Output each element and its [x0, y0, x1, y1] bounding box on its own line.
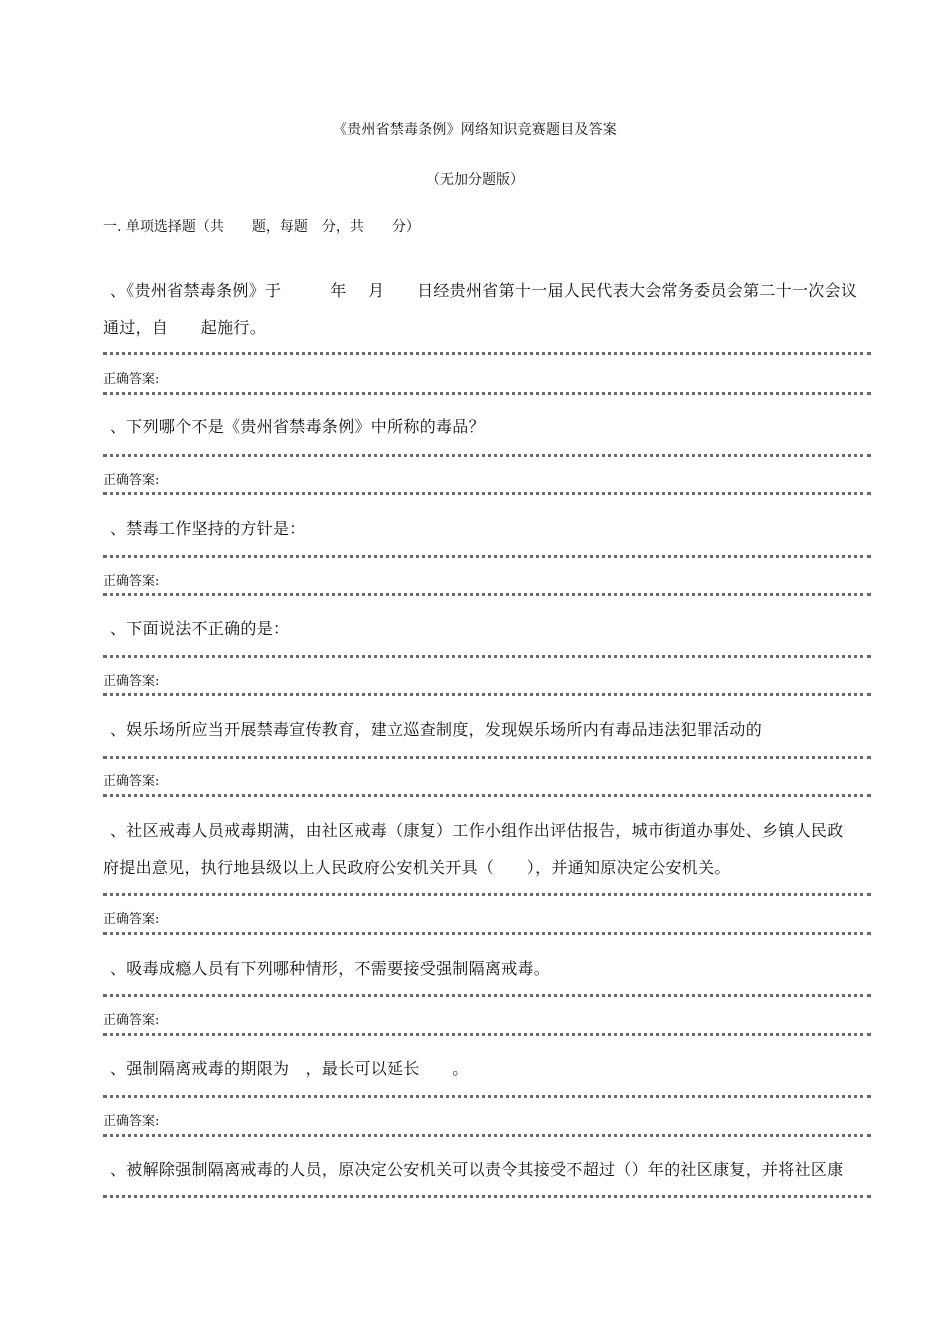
divider	[103, 1095, 871, 1098]
question-1-line-1: 、《贵州省禁毒条例》于 年 月 日经贵州省第十一届人民代表大会常务委员会第二十一次会议	[110, 281, 858, 300]
question-5: 、娱乐场所应当开展禁毒宣传教育，建立巡查制度，发现娱乐场所内有毒品违法犯罪活动的	[110, 720, 763, 739]
answer-label-4: 正确答案:	[103, 674, 160, 689]
divider	[103, 693, 871, 696]
document-subtitle: （无加分题版）	[426, 172, 524, 188]
divider	[103, 1033, 871, 1036]
question-7: 、吸毒成瘾人员有下列哪种情形，不需要接受强制隔离戒毒。	[110, 959, 551, 978]
divider	[103, 593, 871, 596]
answer-label-2: 正确答案:	[103, 473, 160, 488]
divider	[103, 932, 871, 935]
divider	[103, 655, 871, 658]
answer-label-1: 正确答案:	[103, 372, 160, 387]
question-1-line-2: 通过，自 起施行。	[103, 318, 267, 337]
answer-label-6: 正确答案:	[103, 912, 160, 927]
answer-label-7: 正确答案:	[103, 1013, 160, 1028]
question-6-line-2: 府提出意见，执行地县级以上人民政府公安机关开具（ ），并通知原决定公安机关。	[103, 858, 731, 877]
divider	[103, 756, 871, 759]
divider	[103, 1195, 871, 1198]
answer-label-5: 正确答案:	[103, 774, 160, 789]
question-9: 、被解除强制隔离戒毒的人员，原决定公安机关可以责令其接受不超过（）年的社区康复，并将社区康	[110, 1160, 844, 1179]
question-4: 、下面说法不正确的是：	[110, 619, 290, 638]
divider	[103, 893, 871, 896]
divider	[103, 555, 871, 558]
divider	[103, 994, 871, 997]
question-3: 、禁毒工作坚持的方针是：	[110, 519, 306, 538]
divider	[103, 454, 871, 457]
divider	[103, 392, 871, 395]
section-heading: 一. 单项选择题（共 题，每题 分，共 分）	[103, 219, 420, 235]
answer-label-3: 正确答案:	[103, 574, 160, 589]
question-6-line-1: 、社区戒毒人员戒毒期满，由社区戒毒（康复）工作小组作出评估报告，城市街道办事处、乡镇人民政	[110, 821, 844, 840]
divider	[103, 492, 871, 495]
divider	[103, 352, 871, 355]
answer-label-8: 正确答案:	[103, 1114, 160, 1129]
question-8: 、强制隔离戒毒的期限为 ，最长可以延长 。	[110, 1059, 469, 1078]
document-title: 《贵州省禁毒条例》网络知识竞赛题目及答案	[333, 122, 617, 138]
question-2: 、下列哪个不是《贵州省禁毒条例》中所称的毒品？	[110, 417, 485, 436]
divider	[103, 1134, 871, 1137]
divider	[103, 794, 871, 797]
